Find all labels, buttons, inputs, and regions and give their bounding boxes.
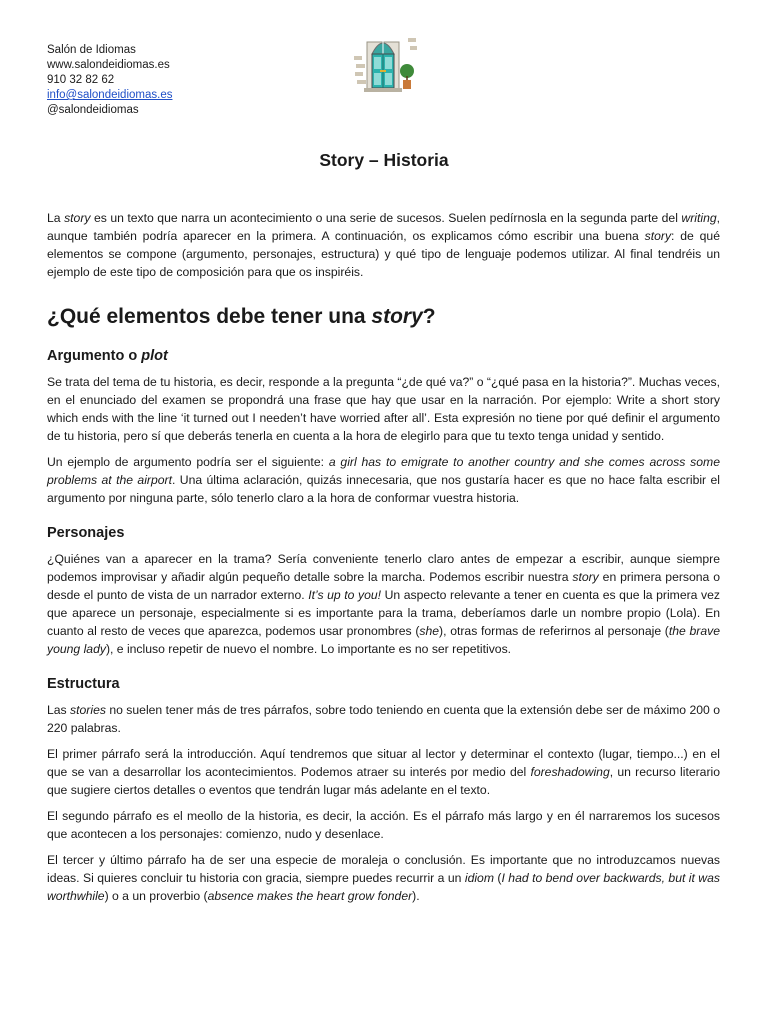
text-run: , aunque también podría aparecer en la primera. A continuación, os explicamos cómo escribir una buena: [47, 211, 721, 243]
section-characters: [47, 523, 720, 658]
text-run: ), otras formas de referirnos al personaje (: [439, 624, 669, 638]
text-run: , un recurso literario que sugiere ciertos detalles o eventos que tendrán lugar más adelante en el texto.: [47, 765, 720, 797]
text-run: ?: [422, 305, 436, 328]
text-run: Argumento o: [47, 348, 142, 364]
body-paragraph: [47, 453, 720, 507]
text-run: El primer párrafo será la introducción. Aquí tendremos que situar al lector y determinar el contexto (lugar, tiempo...) en el que se van a desarrollar los acontecimientos. Podemos atraer su interés por medio del: [47, 747, 720, 779]
body-paragraph: [47, 851, 720, 905]
italic-text: plot: [141, 348, 168, 364]
text-run: El tercer y último párrafo ha de ser una especie de moraleja o conclusión. Es importante que no introduzcamos nuevas ideas. Si quieres concluir tu historia con gracia, siempre puedes recurrir a un: [47, 853, 720, 885]
text-run: ).: [412, 889, 420, 903]
text-run: ) o a un proverbio (: [104, 889, 208, 903]
document-body: [47, 209, 720, 905]
section-heading: [47, 674, 720, 694]
italic-text: absence makes the heart grow fonder: [207, 889, 413, 903]
italic-text: story: [644, 229, 672, 243]
body-paragraph: [47, 807, 720, 843]
text-run: es un texto que narra un acontecimiento o una serie de sucesos. Suelen pedírnosla en la segunda parte del: [90, 211, 682, 225]
italic-text: the brave young lady: [47, 624, 720, 656]
text-run: ¿Qué elementos debe tener una: [47, 305, 372, 328]
body-paragraph: [47, 373, 720, 445]
text-run: La: [47, 211, 65, 225]
italic-text: she: [419, 624, 440, 638]
text-run: (: [493, 871, 502, 885]
contact-block: [47, 43, 172, 118]
text-run: : de qué elementos se compone (argumento, personajes, estructura) y qué tipo de lenguaje podemos utilizar. Al final tendréis un ejemplo de este tipo de composición para que os inspiréis.: [47, 229, 720, 279]
italic-text: stories: [70, 703, 106, 717]
text-run: en primera persona o desde el punto de vista de un narrador externo.: [47, 570, 720, 602]
section-structure: [47, 674, 720, 905]
section-plot: [47, 346, 720, 507]
italic-text: a girl has to emigrate to another country and she comes across some problems at the airport: [47, 455, 720, 487]
italic-text: writing: [681, 211, 717, 225]
door-logo-icon: [352, 26, 420, 94]
body-paragraph: [47, 701, 720, 737]
section-heading: [47, 523, 720, 543]
intro-paragraph: [47, 209, 720, 281]
text-run: El segundo párrafo es el meollo de la historia, es decir, la acción. Es el párrafo más largo y en él narraremos los sucesos que acontecen a los personajes: comienzo, nudo y desenlace.: [47, 809, 720, 841]
text-run: Estructura: [47, 676, 120, 692]
text-run: Las: [47, 703, 71, 717]
school-name: Salón de Idiomas: [47, 44, 136, 56]
email-link[interactable]: info@salondeidiomas.es: [47, 89, 173, 101]
italic-text: story: [64, 211, 91, 225]
text-run: . Una última aclaración, quizás innecesaria, que nos gustaría hacer es que no hace falta escribir el argumento por ninguna parte, sólo tenerlo claro a la hora de conformar vuestra historia.: [47, 473, 721, 505]
page-title: Story – Historia: [319, 150, 449, 170]
main-heading: [47, 304, 720, 330]
italic-text: idiom: [464, 871, 494, 885]
social-handle: @salondeidiomas: [47, 104, 139, 116]
section-heading: [47, 346, 720, 366]
text-run: Se trata del tema de tu historia, es decir, responde a la pregunta “¿de qué va?” o “¿qué pasa en la historia?”. Muchas veces, en el enunciado del examen se propondrá una frase que hay que usar en la narración. Por ejemplo: Write a short story which ends with the line ‘it turned out I needen’t have worried after all’. Esta expresión no tiene por qué definir el argumento de tu historia, pero sí que deberás tenerla en cuenta a la hora de elegirlo para que tu texto tenga unidad y sentido.: [47, 375, 720, 443]
text-run: no suelen tener más de tres párrafos, sobre todo teniendo en cuenta que la extensión debe ser de máximo 200 o 220 palabras.: [47, 703, 720, 735]
italic-text: story: [572, 570, 599, 584]
body-paragraph: [47, 745, 720, 799]
text-run: ¿Quiénes van a aparecer en la trama? Sería conveniente tenerlo claro antes de empezar a escribir, aunque siempre podemos improvisar y añadir algún pequeño detalle sobre la marcha. Podemos escribir nuestra: [47, 552, 720, 584]
italic-text: I had to bend over backwards, but it was worthwhile: [47, 871, 720, 903]
text-run: Un aspecto relevante a tener en cuenta es que la primera vez que aparece un personaje, especialmente si es importante para la trama, deberíamos darle un nombre propio (Lola). En cuanto al resto de veces que aparezca, podemos usar pronombres (: [47, 588, 720, 638]
body-paragraph: [47, 550, 720, 658]
website-text: www.salondeidiomas.es: [47, 59, 170, 71]
text-run: Un ejemplo de argumento podría ser el siguiente:: [47, 455, 329, 469]
italic-text: foreshadowing: [530, 765, 610, 779]
italic-text: story: [371, 305, 423, 328]
text-run: Personajes: [47, 525, 125, 541]
italic-text: It’s up to you!: [308, 588, 382, 602]
phone-text: 910 32 82 62: [47, 74, 115, 86]
text-run: ), e incluso repetir de nuevo el nombre. Lo importante es no ser repetitivos.: [105, 642, 512, 656]
